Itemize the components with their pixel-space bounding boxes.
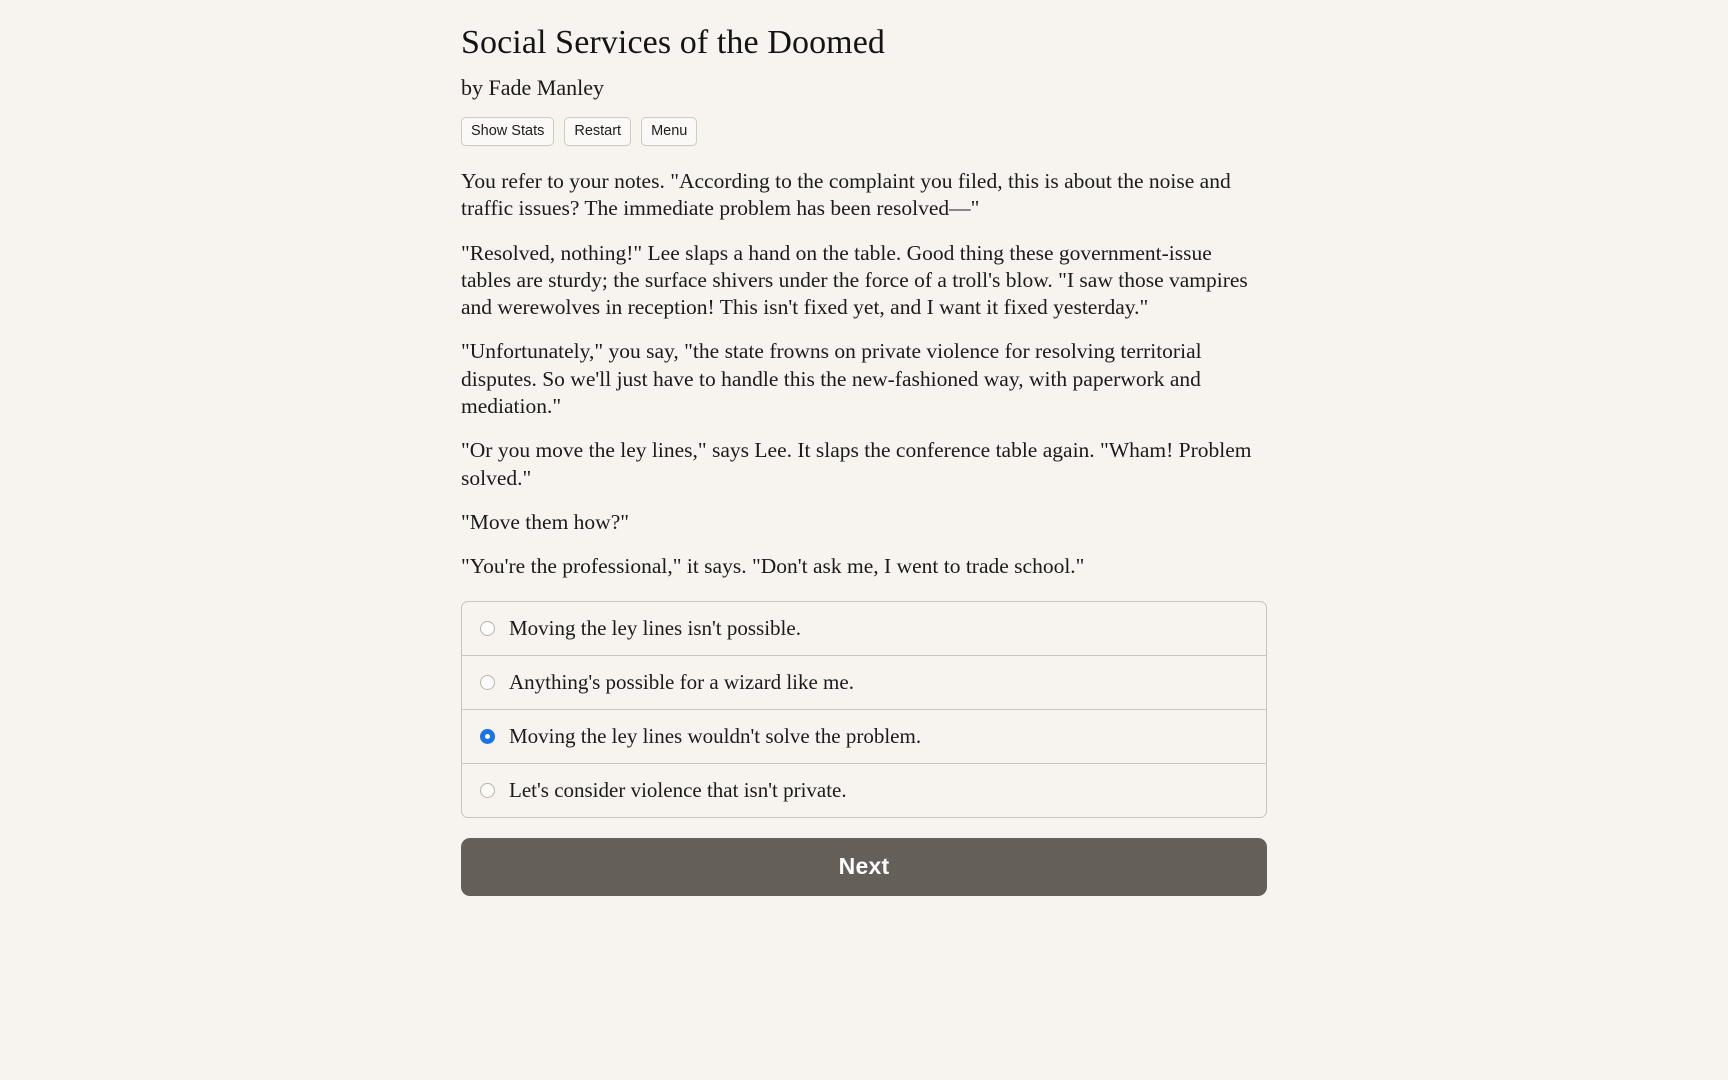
- radio-icon[interactable]: [480, 783, 495, 798]
- choice-option-2[interactable]: [462, 656, 1266, 710]
- story-paragraph: "Unfortunately," you say, "the state frowns on private violence for resolving territorial disputes. So we'll just have to handle this the new-fashioned way, with paperwork and mediation.": [461, 339, 1202, 419]
- show-stats-button[interactable]: Show Stats: [461, 117, 554, 147]
- choice-label: Moving the ley lines isn't possible.: [509, 615, 801, 640]
- menu-button[interactable]: Menu: [641, 117, 697, 147]
- choice-list: [461, 601, 1267, 819]
- page-title: Social Services of the Doomed: [461, 24, 886, 61]
- radio-icon-selected[interactable]: [480, 729, 495, 744]
- restart-button[interactable]: Restart: [564, 117, 631, 147]
- choice-option-4[interactable]: [462, 764, 1266, 817]
- story-paragraph: "Or you move the ley lines," says Lee. It slaps the conference table again. "Wham! Problem solved.": [461, 438, 1252, 490]
- next-button[interactable]: Next: [461, 838, 1267, 896]
- choice-label: Let's consider violence that isn't private.: [509, 778, 847, 803]
- story-text: [461, 168, 1267, 581]
- choice-label: Anything's possible for a wizard like me.: [509, 669, 854, 694]
- choice-option-1[interactable]: [462, 602, 1266, 656]
- radio-icon[interactable]: [480, 675, 495, 690]
- choice-option-3[interactable]: [462, 710, 1266, 764]
- choice-label: Moving the ley lines wouldn't solve the problem.: [509, 723, 922, 748]
- story-paragraph: "Move them how?": [461, 509, 630, 534]
- story-paragraph: "Resolved, nothing!" Lee slaps a hand on the table. Good thing these government-issue tables are sturdy; the surface shivers under the force of a troll's blow. "I saw those vampires and werewolves in reception! This isn't fixed yet, and I want it fixed yesterday.": [461, 240, 1248, 320]
- content-column: [461, 0, 1267, 896]
- story-paragraph: You refer to your notes. "According to the complaint you filed, this is about the noise and traffic issues? The immediate problem has been resolved—": [461, 169, 1231, 221]
- toolbar: [461, 117, 1267, 147]
- author-byline: by Fade Manley: [461, 74, 604, 100]
- story-paragraph: "You're the professional," it says. "Don't ask me, I went to trade school.": [461, 554, 1085, 579]
- radio-icon[interactable]: [480, 621, 495, 636]
